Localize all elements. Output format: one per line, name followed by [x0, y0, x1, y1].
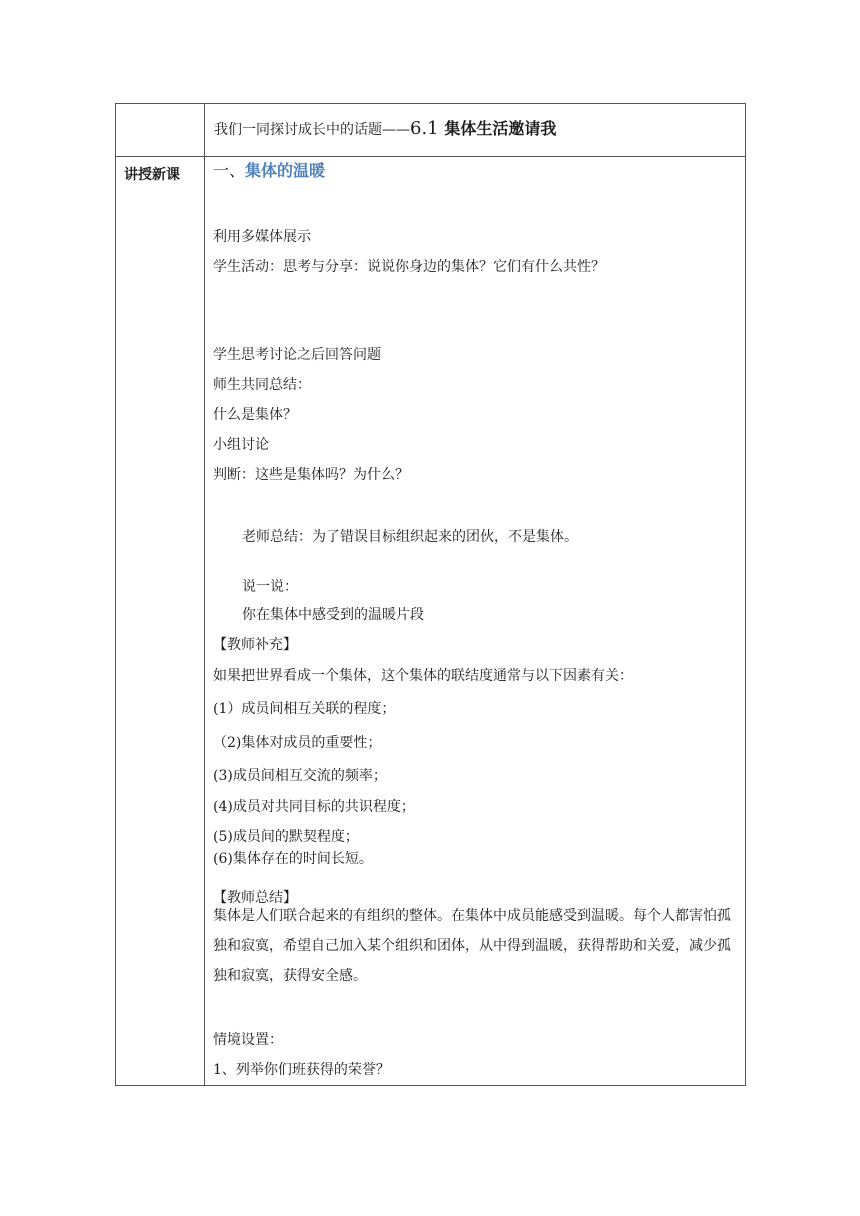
text-line: 【教师补充】: [213, 637, 297, 653]
text-line: 你在集体中感受到的温暖片段: [242, 607, 424, 623]
text-line: 利用多媒体展示: [213, 229, 311, 245]
row-divider: [116, 156, 745, 157]
text-line: (5)成员间的默契程度；: [213, 829, 359, 845]
section-heading: [213, 162, 325, 181]
text-line: (6)集体存在的时间长短。: [213, 851, 373, 867]
section-title: 集体的温暖: [245, 161, 326, 180]
row-label: 讲授新课: [124, 167, 180, 183]
text-line: 如果把世界看成一个集体，这个集体的联结度通常与以下因素有关：: [213, 668, 633, 684]
text-line: (1）成员间相互关联的程度；: [213, 701, 396, 717]
header-number: 6.1: [410, 118, 445, 139]
header-prefix: 我们一同探讨成长中的话题——: [214, 122, 410, 138]
text-line: 学生思考讨论之后回答问题: [213, 347, 381, 363]
text-line: 说一说：: [242, 579, 298, 595]
text-line: （2)集体对成员的重要性；: [213, 735, 382, 751]
text-line: 学生活动：思考与分享：说说你身边的集体？它们有什么共性？: [213, 259, 605, 275]
summary-paragraph: 集体是人们联合起来的有组织的整体。在集体中成员能感受到温暖。每个人都害怕孤独和寂寞，希望自己加入某个组织和团体，从中得到温暖，获得帮助和关爱，减少孤独和寂寞，获得安全感。: [213, 908, 731, 984]
text-line: 1、列举你们班获得的荣誉？: [213, 1062, 390, 1078]
text-line: 判断：这些是集体吗？为什么？: [213, 467, 409, 483]
text-line: (3)成员间相互交流的频率；: [213, 768, 387, 784]
header-title: 集体生活邀请我: [444, 119, 557, 138]
lesson-header: [214, 116, 556, 139]
text-line: 小组讨论: [213, 437, 269, 453]
column-divider: [204, 104, 205, 1085]
text-line: 情境设置：: [213, 1032, 283, 1048]
text-line: (4)成员对共同目标的共识程度；: [213, 799, 415, 815]
text-line: 什么是集体？: [213, 407, 297, 423]
lesson-table: [115, 103, 746, 1086]
text-line: 老师总结：为了错误目标组织起来的团伙，不是集体。: [242, 529, 578, 545]
text-line: 【教师总结】: [213, 890, 297, 906]
section-number: 一、: [213, 161, 246, 180]
text-line: 师生共同总结：: [213, 377, 311, 393]
